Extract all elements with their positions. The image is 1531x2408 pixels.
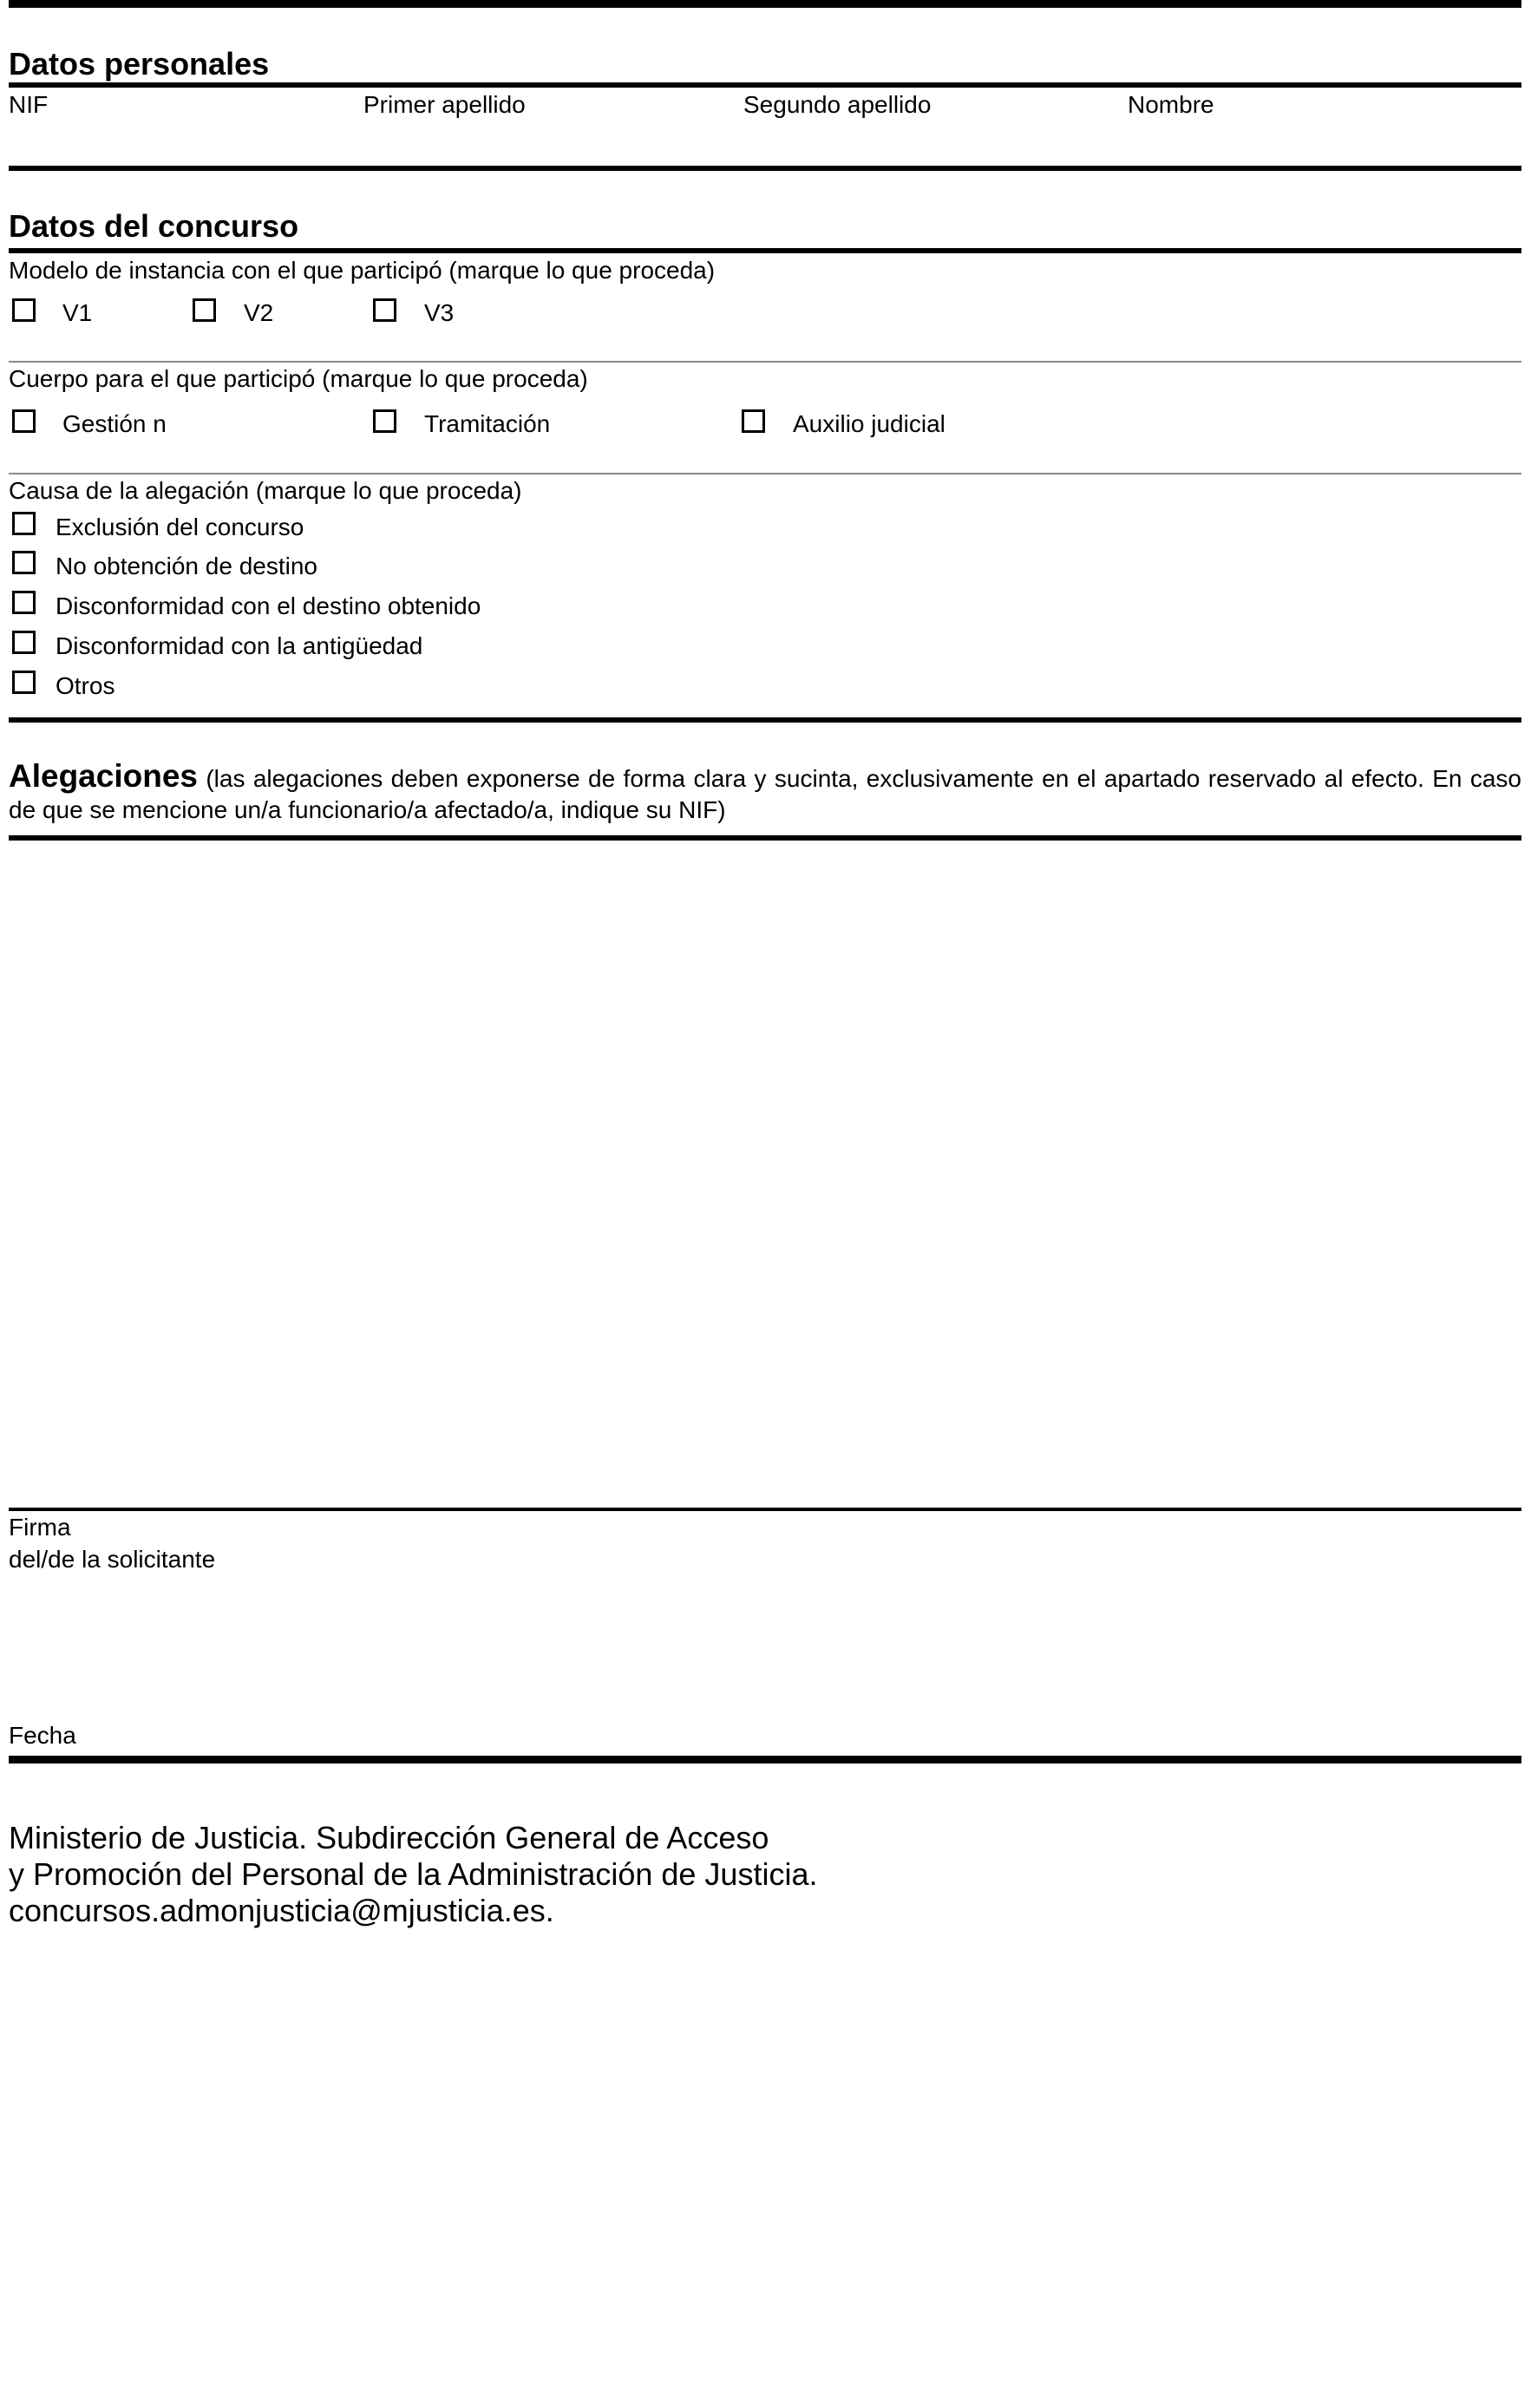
- option-label-v2: V2: [244, 299, 274, 326]
- footer-line-1: Ministerio de Justicia. Subdirección General de Acceso: [9, 1820, 769, 1855]
- divider: [9, 717, 1521, 723]
- divider: [9, 473, 1521, 474]
- checkbox-no-obtencion[interactable]: [12, 551, 36, 574]
- option-label-v1: V1: [62, 299, 93, 326]
- field-label-nombre: Nombre: [1128, 91, 1214, 118]
- divider: [9, 361, 1521, 363]
- divider: [9, 248, 1521, 253]
- footer-line-2: y Promoción del Personal de la Administración de Justicia.: [9, 1856, 818, 1892]
- option-label-otros: Otros: [56, 672, 115, 699]
- section-title-datos-personales: Datos personales: [9, 46, 270, 82]
- option-label-no-obtencion: No obtención de destino: [56, 553, 317, 579]
- option-label-tramitacion: Tramitación: [424, 410, 551, 437]
- section-title-datos-concurso: Datos del concurso: [9, 208, 299, 244]
- field-label-segundo-apellido: Segundo apellido: [743, 91, 932, 118]
- modelo-instancia-label: Modelo de instancia con el que participó (marque lo que proceda): [9, 257, 716, 284]
- option-label-exclusion: Exclusión del concurso: [56, 514, 304, 540]
- primer-apellido-input[interactable]: [363, 123, 731, 160]
- checkbox-v3[interactable]: [373, 298, 396, 322]
- checkbox-tramitacion[interactable]: [373, 409, 396, 433]
- checkbox-exclusion[interactable]: [12, 512, 36, 535]
- field-label-primer-apellido: Primer apellido: [363, 91, 526, 118]
- option-label-v3: V3: [424, 299, 455, 326]
- checkbox-disconformidad-antiguedad[interactable]: [12, 631, 36, 654]
- nombre-input[interactable]: [1128, 123, 1513, 160]
- checkbox-disconformidad-destino[interactable]: [12, 591, 36, 614]
- checkbox-v2[interactable]: [193, 298, 216, 322]
- segundo-apellido-input[interactable]: [743, 123, 1111, 160]
- checkbox-v1[interactable]: [12, 298, 36, 322]
- firma-label-solicitante: del/de la solicitante: [9, 1546, 216, 1573]
- divider: [9, 1508, 1521, 1511]
- alegaciones-instructions: (las alegaciones deben exponerse de forma clara y sucinta, exclusivamente en el apartado reservado al efecto. En caso de que se mencione un/a funcionario/a afectado/a, indique su NIF): [9, 765, 1521, 823]
- divider: [9, 1756, 1521, 1763]
- divider: [9, 835, 1521, 841]
- option-label-auxilio-judicial: Auxilio judicial: [793, 410, 945, 437]
- option-label-disconformidad-destino: Disconformidad con el destino obtenido: [56, 592, 481, 619]
- alegaciones-heading: [9, 758, 1521, 826]
- checkbox-otros[interactable]: [12, 671, 36, 694]
- footer-email: concursos.admonjusticia@mjusticia.es.: [9, 1893, 554, 1928]
- divider: [9, 82, 1521, 88]
- top-border: [9, 0, 1521, 8]
- fecha-label: Fecha: [9, 1722, 76, 1749]
- field-label-nif: NIF: [9, 91, 49, 118]
- option-label-gestion: Gestión n: [62, 410, 167, 437]
- signature-area[interactable]: [347, 1527, 1509, 1709]
- alegaciones-title: Alegaciones: [9, 758, 198, 794]
- firma-label: Firma: [9, 1514, 71, 1541]
- divider: [9, 166, 1521, 171]
- checkbox-auxilio-judicial[interactable]: [742, 409, 765, 433]
- option-label-disconformidad-antiguedad: Disconformidad con la antigüedad: [56, 632, 423, 659]
- alegaciones-textarea[interactable]: [9, 846, 1525, 1504]
- causa-label: Causa de la alegación (marque lo que proceda): [9, 477, 522, 504]
- nif-input[interactable]: [9, 123, 350, 160]
- cuerpo-label: Cuerpo para el que participó (marque lo que proceda): [9, 365, 588, 392]
- checkbox-gestion[interactable]: [12, 409, 36, 433]
